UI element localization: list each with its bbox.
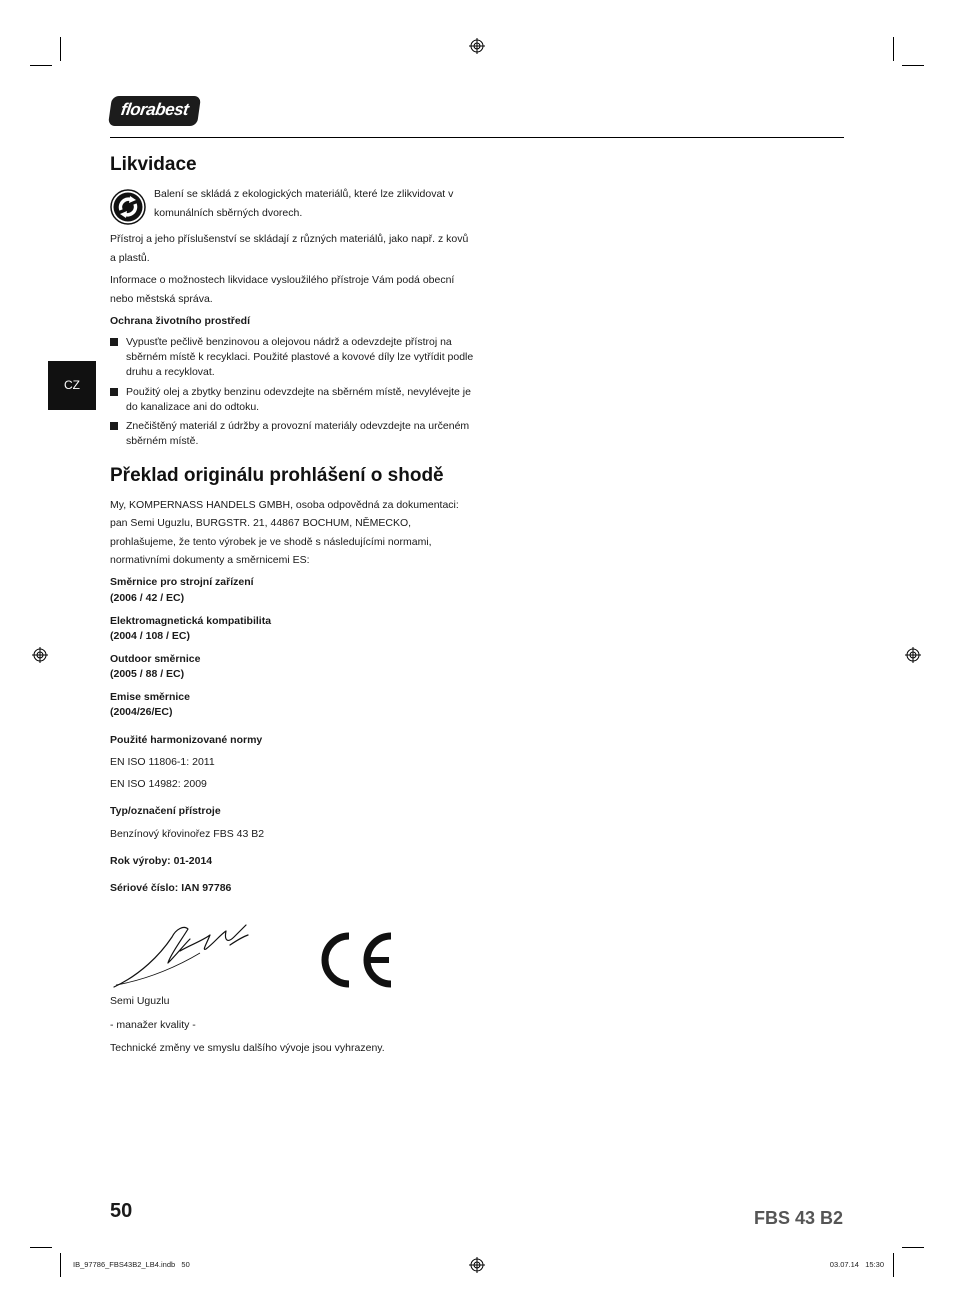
recycling-icon bbox=[110, 189, 146, 225]
list-item bbox=[110, 419, 475, 449]
norms-heading: Použité harmonizované normy bbox=[110, 734, 263, 746]
type-value: Benzínový křovinořez FBS 43 B2 bbox=[110, 828, 265, 840]
bullet-square-icon bbox=[110, 388, 118, 396]
directive-code: (2005 / 88 / EC) bbox=[110, 668, 185, 680]
norm-item: EN ISO 11806-1: 2011 bbox=[110, 756, 215, 768]
recycle-text: Balení se skládá z ekologických materiálů, které lze zlikvidovat v komunálních sběrných dvorech. bbox=[154, 188, 454, 219]
bullet-square-icon bbox=[110, 338, 118, 346]
footer-file: IB_97786_FBS43B2_LB4.indb 50 bbox=[73, 1260, 190, 1269]
registration-mark-icon bbox=[905, 647, 921, 663]
serial-number: Sériové číslo: IAN 97786 bbox=[110, 882, 232, 894]
paragraph: Přístroj a jeho příslušenství se skládají z různých materiálů, jako např. z kovů a plastů. bbox=[110, 233, 469, 264]
footer-date: 03.07.14 15:30 bbox=[829, 1260, 884, 1269]
brand-logo bbox=[108, 96, 201, 126]
list-item-text: Znečištěný materiál z údržby a provozní materiály odevzdejte na určeném sběrném místě. bbox=[126, 420, 470, 447]
directive-name: Outdoor směrnice bbox=[110, 653, 201, 665]
header-rule bbox=[110, 137, 844, 138]
crop-mark bbox=[60, 1253, 61, 1277]
language-tab: CZ bbox=[48, 361, 96, 410]
intro-line: My, KOMPERNASS HANDELS GMBH, osoba odpovědná za dokumentaci: bbox=[110, 499, 459, 511]
registration-mark-icon bbox=[32, 647, 48, 663]
list-item bbox=[110, 385, 475, 415]
paragraph: Informace o možnostech likvidace vysloužilého přístroje Vám podá obecní nebo městská správa. bbox=[110, 274, 455, 305]
intro-line: prohlašujeme, že tento výrobek je ve shodě s následujícími normami, bbox=[110, 536, 432, 548]
technical-note: Technické změny ve smyslu dalšího vývoje jsou vyhrazeny. bbox=[110, 1042, 385, 1054]
list-item-text: Vypusťte pečlivě benzinovou a olejovou nádrž a odevzdejte přístroj na sběrném místě k recyklaci. Použité plastové a kovové díly lze vytřídit podle druhu a recyklovat. bbox=[126, 336, 474, 378]
ce-mark-icon bbox=[311, 932, 395, 988]
section-heading-declaration: Překlad originálu prohlášení o shodě bbox=[110, 465, 444, 486]
signer-role: - manažer kvality - bbox=[110, 1019, 196, 1031]
directive-name: Elektromagnetická kompatibilita bbox=[110, 615, 272, 627]
list-item-text: Použitý olej a zbytky benzinu odevzdejte na sběrném místě, nevylévejte je do kanalizace ani do odtoku. bbox=[126, 386, 471, 413]
directive-code: (2004 / 108 / EC) bbox=[110, 630, 190, 642]
type-heading: Typ/označení přístroje bbox=[110, 805, 221, 817]
production-year: Rok výroby: 01-2014 bbox=[110, 855, 213, 867]
signer-name: Semi Uguzlu bbox=[110, 995, 170, 1007]
subheading-environment: Ochrana životního prostředí bbox=[110, 315, 251, 327]
crop-mark bbox=[893, 37, 894, 61]
crop-mark bbox=[902, 1247, 924, 1248]
page-number: 50 bbox=[110, 1200, 133, 1222]
brand-logo-text: florabest bbox=[119, 100, 190, 119]
signature-icon bbox=[110, 915, 255, 993]
directive-code: (2006 / 42 / EC) bbox=[110, 592, 185, 604]
registration-mark-icon bbox=[469, 38, 485, 54]
directive-name: Směrnice pro strojní zařízení bbox=[110, 576, 254, 588]
section-heading-disposal: Likvidace bbox=[110, 154, 197, 175]
crop-mark bbox=[30, 65, 52, 66]
list-item bbox=[110, 335, 475, 380]
norm-item: EN ISO 14982: 2009 bbox=[110, 778, 207, 790]
bullet-square-icon bbox=[110, 422, 118, 430]
crop-mark bbox=[30, 1247, 52, 1248]
directive-code: (2004/26/EC) bbox=[110, 706, 173, 718]
crop-mark bbox=[60, 37, 61, 61]
directive-name: Emise směrnice bbox=[110, 691, 190, 703]
model-name: FBS 43 B2 bbox=[753, 1208, 843, 1228]
crop-mark bbox=[902, 65, 924, 66]
crop-mark bbox=[893, 1253, 894, 1277]
registration-mark-icon bbox=[469, 1257, 485, 1273]
intro-line: pan Semi Uguzlu, BURGSTR. 21, 44867 BOCHUM, NĚMECKO, bbox=[110, 517, 412, 529]
intro-line: normativními dokumenty a směrnicemi ES: bbox=[110, 554, 310, 566]
